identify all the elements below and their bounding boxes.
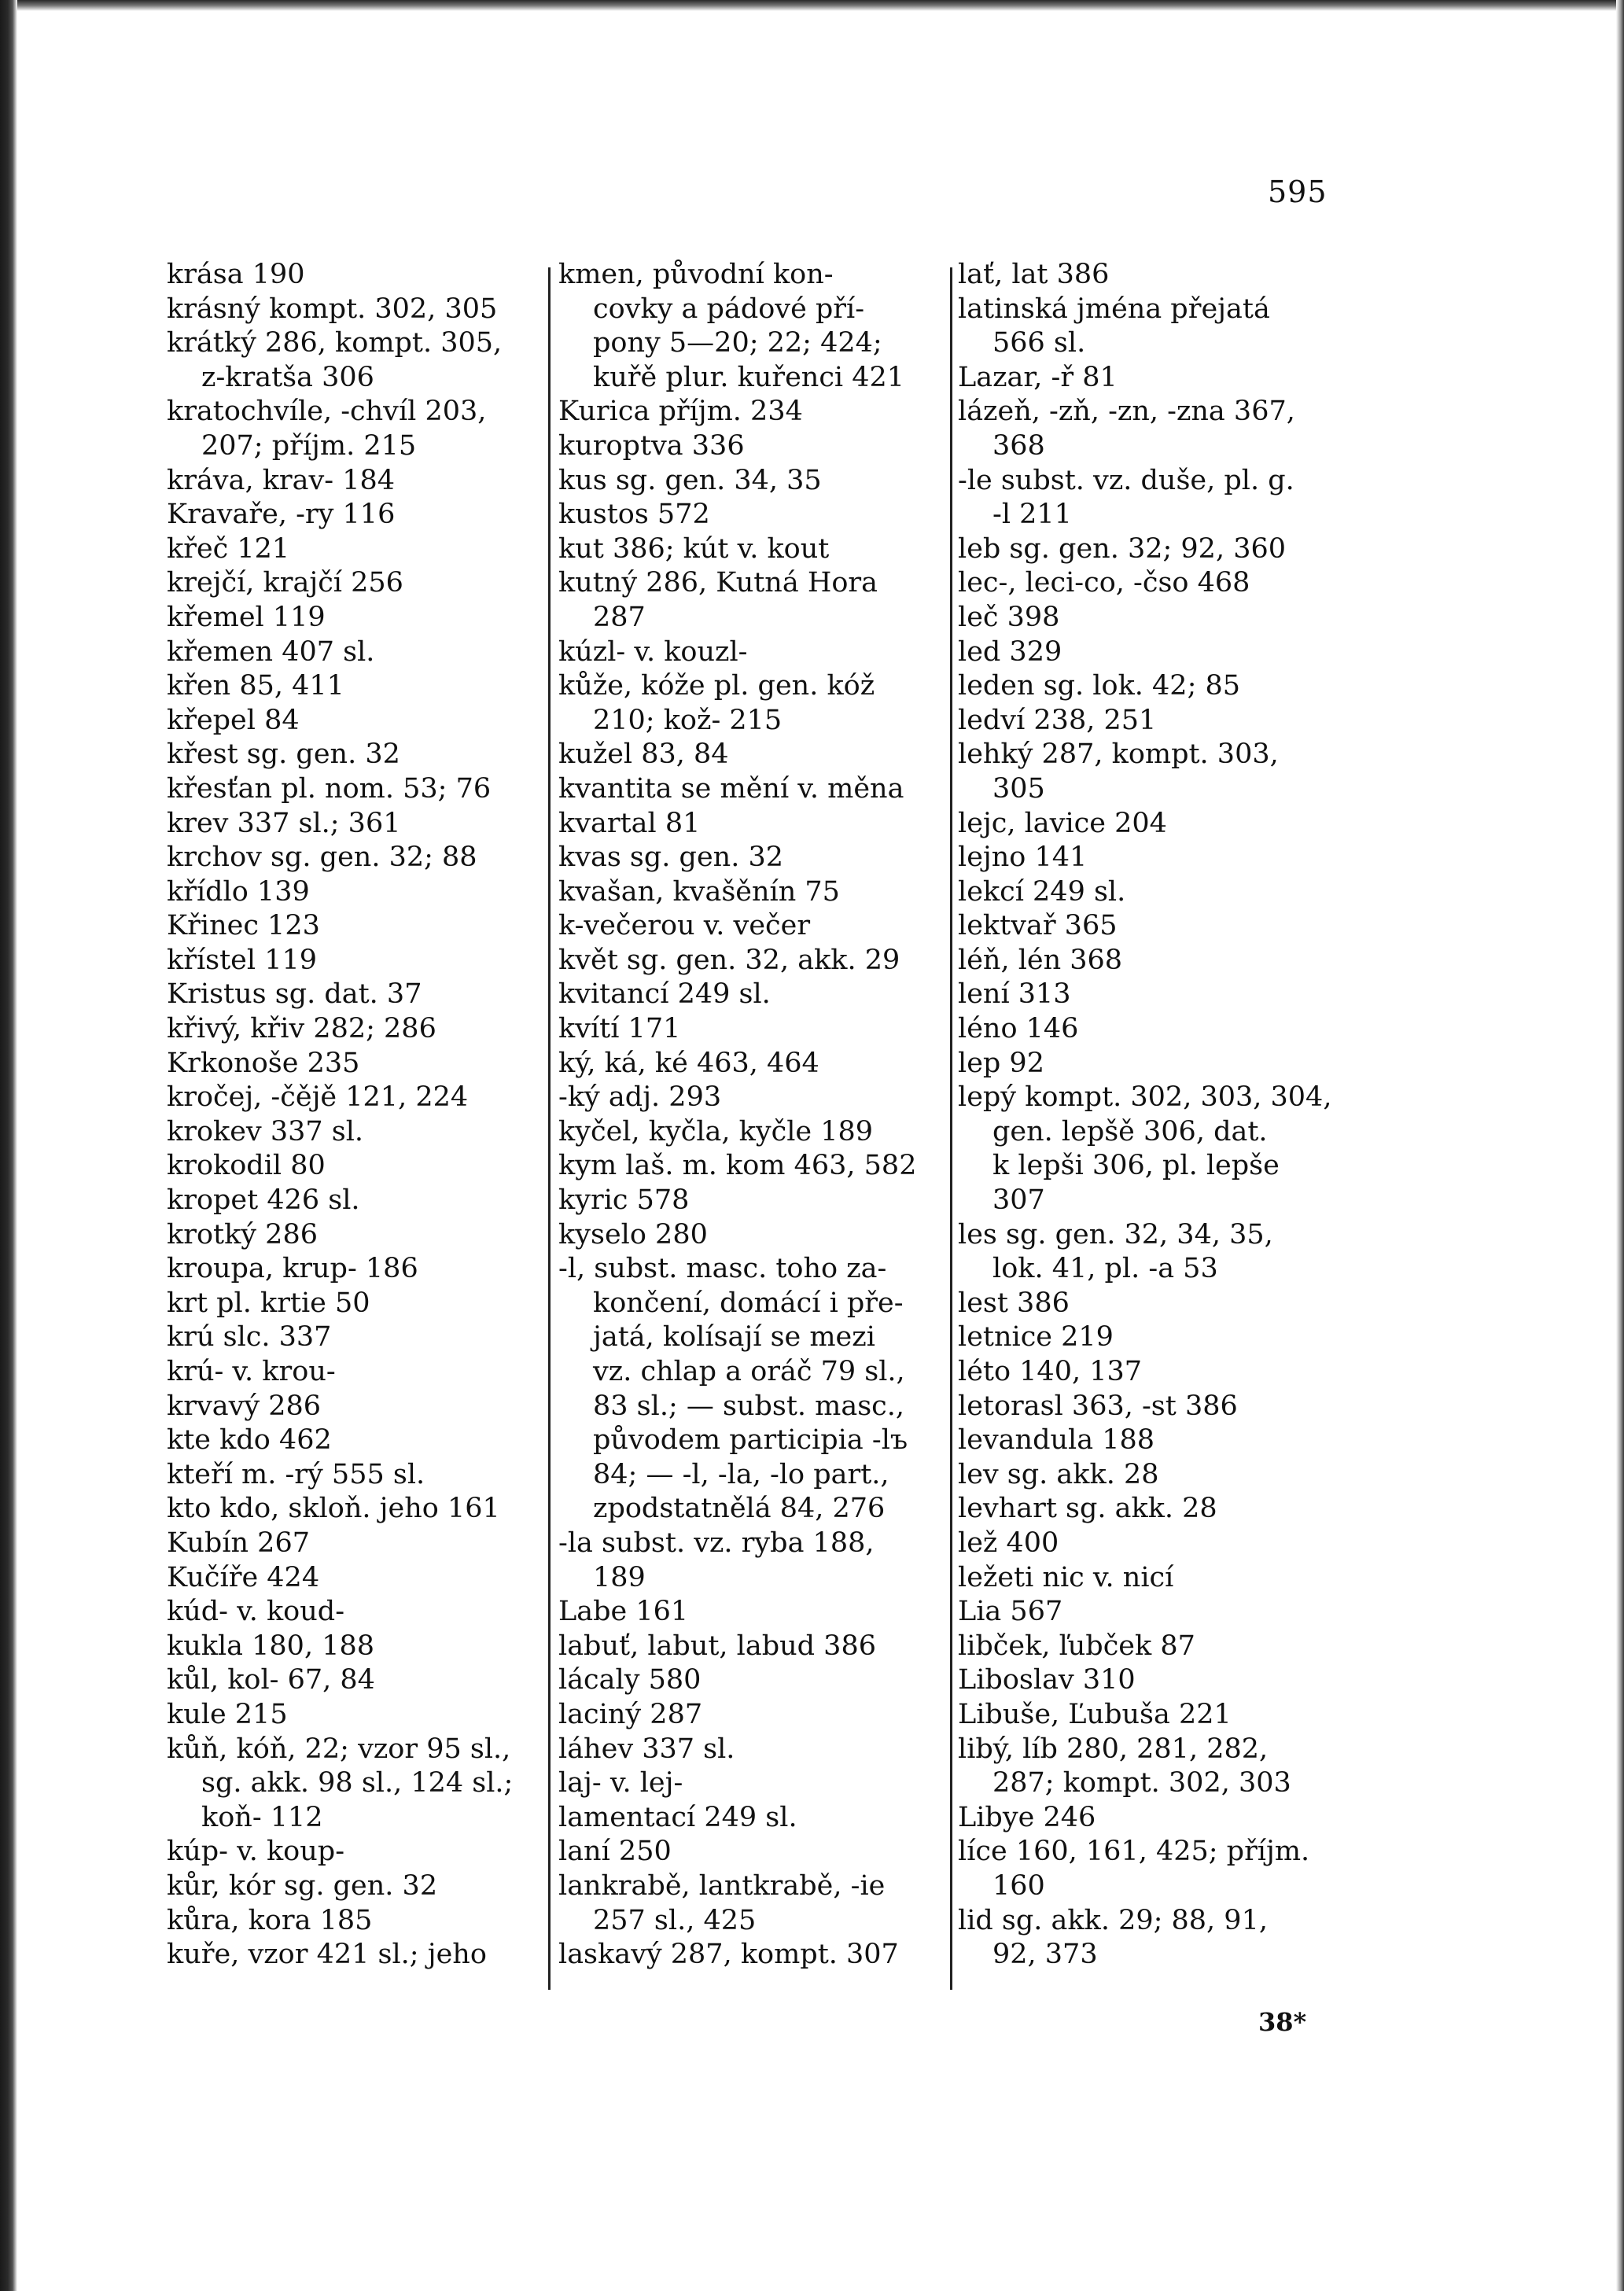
index-entry: koň- 112 bbox=[201, 1801, 323, 1833]
index-entry: gen. lepšě 306, dat. bbox=[992, 1115, 1268, 1147]
index-entry: krása 190 bbox=[167, 259, 305, 290]
index-entry: kukla 180, 188 bbox=[167, 1630, 375, 1662]
index-entry: kte kdo 462 bbox=[167, 1424, 332, 1457]
index-entry: lácaly 580 bbox=[558, 1664, 702, 1696]
index-entry: kůň, kóň, 22; vzor 95 sl., bbox=[167, 1733, 511, 1765]
index-entry: levhart sg. akk. 28 bbox=[958, 1493, 1217, 1525]
index-entry: leb sg. gen. 32; 92, 360 bbox=[958, 532, 1287, 565]
index-entry: Krkonoše 235 bbox=[167, 1047, 360, 1079]
index-entry: krokodil 80 bbox=[167, 1150, 326, 1182]
index-entry: křeč 121 bbox=[167, 532, 290, 565]
index-entry: -la subst. vz. ryba 188, bbox=[558, 1527, 875, 1559]
index-entry: léno 146 bbox=[958, 1013, 1079, 1045]
index-entry: lepý kompt. 302, 303, 304, bbox=[958, 1081, 1332, 1114]
index-entry: křepel 84 bbox=[167, 704, 300, 736]
index-entry: lep 92 bbox=[958, 1047, 1044, 1079]
index-entry: Křinec 123 bbox=[167, 910, 320, 942]
index-entry: lejc, lavice 204 bbox=[958, 807, 1167, 839]
index-entry: lázeň, -zň, -zn, -zna 367, bbox=[958, 396, 1295, 428]
index-entry: krú- v. krou- bbox=[167, 1356, 336, 1387]
index-entry: lekcí 249 sl. bbox=[958, 875, 1126, 908]
index-entry: kule 215 bbox=[167, 1698, 288, 1730]
index-entry: křístel 119 bbox=[167, 944, 317, 976]
index-entry: labuť, labut, labud 386 bbox=[558, 1630, 876, 1662]
index-entry: lec-, leci-co, -čso 468 bbox=[958, 567, 1250, 599]
index-entry: krvavý 286 bbox=[167, 1390, 322, 1422]
index-entry: křest sg. gen. 32 bbox=[167, 738, 400, 771]
index-entry: kužel 83, 84 bbox=[558, 738, 729, 771]
index-entry: 210; kož- 215 bbox=[593, 704, 783, 736]
index-entry: Kubín 267 bbox=[167, 1527, 310, 1559]
index-entry: lať, lat 386 bbox=[958, 259, 1110, 290]
index-entry: původem participia -lъ bbox=[593, 1424, 908, 1457]
index-entry: kroupa, krup- 186 bbox=[167, 1253, 418, 1285]
index-entry: krátký 286, kompt. 305, bbox=[167, 327, 503, 359]
index-entry: k lepši 306, pl. lepše bbox=[992, 1150, 1280, 1182]
index-entry: kuroptva 336 bbox=[558, 429, 745, 462]
scan-left-edge bbox=[0, 0, 17, 2291]
index-entry: 92, 373 bbox=[992, 1939, 1098, 1971]
index-entry: Lazar, -ř 81 bbox=[958, 361, 1118, 393]
index-entry: kvartal 81 bbox=[558, 807, 701, 839]
index-entry: kvašan, kvašěnín 75 bbox=[558, 875, 840, 908]
index-entry: lektvař 365 bbox=[958, 910, 1118, 942]
index-entry: krokev 337 sl. bbox=[167, 1115, 364, 1147]
index-entry: covky a pádové pří- bbox=[593, 293, 865, 325]
index-entry: latinská jména přejatá bbox=[958, 293, 1270, 325]
index-entry: krchov sg. gen. 32; 88 bbox=[167, 842, 477, 874]
index-entry: z-kratša 306 bbox=[201, 361, 374, 393]
index-entry: -le subst. vz. duše, pl. g. bbox=[958, 464, 1294, 496]
index-entry: lehký 287, kompt. 303, bbox=[958, 738, 1279, 771]
index-entry: ležeti nic v. nicí bbox=[958, 1561, 1174, 1593]
index-entry: kvas sg. gen. 32 bbox=[558, 842, 783, 874]
index-entry: k-večerou v. večer bbox=[558, 910, 811, 942]
index-entry: křemel 119 bbox=[167, 601, 326, 633]
index-entry: krotký 286 bbox=[167, 1218, 318, 1250]
index-entry: 368 bbox=[992, 429, 1045, 462]
scan-right-edge bbox=[1616, 0, 1624, 2291]
index-entry: kůže, kóže pl. gen. kóž bbox=[558, 670, 875, 702]
index-entry: laskavý 287, kompt. 307 bbox=[558, 1939, 899, 1971]
index-entry: sg. akk. 98 sl., 124 sl.; bbox=[201, 1767, 514, 1799]
index-entry: Labe 161 bbox=[558, 1596, 689, 1628]
scan-top-edge bbox=[0, 0, 1624, 11]
index-entry: léň, lén 368 bbox=[958, 944, 1123, 976]
index-entry: kmen, původní kon- bbox=[558, 259, 834, 290]
index-entry: 257 sl., 425 bbox=[593, 1904, 757, 1936]
index-entry: 83 sl.; — subst. masc., bbox=[593, 1390, 905, 1422]
index-entry: ký, ká, ké 463, 464 bbox=[558, 1047, 819, 1079]
index-column-1 bbox=[167, 258, 544, 1972]
index-entry: ledví 238, 251 bbox=[958, 704, 1157, 736]
index-entry: krev 337 sl.; 361 bbox=[167, 807, 401, 839]
index-entry: kropet 426 sl. bbox=[167, 1184, 360, 1217]
index-entry: jatá, kolísají se mezi bbox=[593, 1321, 875, 1354]
index-entry: les sg. gen. 32, 34, 35, bbox=[958, 1218, 1273, 1250]
index-entry: laciný 287 bbox=[558, 1698, 703, 1730]
index-entry: Kurica příjm. 234 bbox=[558, 396, 803, 428]
index-entry: kuřě plur. kuřenci 421 bbox=[593, 361, 905, 393]
index-entry: led 329 bbox=[958, 635, 1062, 668]
index-entry: léto 140, 137 bbox=[958, 1356, 1143, 1387]
index-entry: kuře, vzor 421 sl.; jeho bbox=[167, 1939, 487, 1971]
index-column-3 bbox=[958, 258, 1339, 1972]
index-entry: 305 bbox=[992, 772, 1045, 805]
index-entry: zpodstatnělá 84, 276 bbox=[593, 1493, 886, 1525]
index-entry: -l, subst. masc. toho za- bbox=[558, 1253, 887, 1285]
index-entry: křivý, křiv 282; 286 bbox=[167, 1013, 436, 1045]
index-entry: kvantita se mění v. měna bbox=[558, 772, 904, 805]
column-rule bbox=[950, 267, 952, 1990]
index-entry: pony 5—20; 22; 424; bbox=[593, 327, 882, 359]
index-entry: Kravaře, -ry 116 bbox=[167, 499, 396, 531]
index-entry: libý, líb 280, 281, 282, bbox=[958, 1733, 1269, 1765]
index-entry: lok. 41, pl. -a 53 bbox=[992, 1253, 1218, 1285]
index-entry: kym laš. m. kom 463, 582 bbox=[558, 1150, 917, 1182]
index-entry: laj- v. lej- bbox=[558, 1767, 683, 1799]
index-entry: lest 386 bbox=[958, 1287, 1070, 1319]
index-entry: krásný kompt. 302, 305 bbox=[167, 293, 498, 325]
index-entry: křídlo 139 bbox=[167, 875, 310, 908]
index-entry: kus sg. gen. 34, 35 bbox=[558, 464, 822, 496]
index-entry: kteří m. -rý 555 sl. bbox=[167, 1458, 425, 1490]
index-entry: Kučíře 424 bbox=[167, 1561, 320, 1593]
index-entry: laní 250 bbox=[558, 1836, 672, 1868]
index-entry: líce 160, 161, 425; příjm. bbox=[958, 1836, 1310, 1868]
page-number: 595 bbox=[1268, 175, 1328, 209]
index-entry: krú slc. 337 bbox=[167, 1321, 332, 1354]
index-entry: kratochvíle, -chvíl 203, bbox=[167, 396, 487, 428]
index-entry: 566 sl. bbox=[992, 327, 1086, 359]
index-entry: 287; kompt. 302, 303 bbox=[992, 1767, 1291, 1799]
index-entry: 307 bbox=[992, 1184, 1045, 1217]
index-entry: 84; — -l, -la, -lo part., bbox=[593, 1458, 889, 1490]
index-entry: křesťan pl. nom. 53; 76 bbox=[167, 772, 492, 805]
index-entry: Libuše, Ľubuša 221 bbox=[958, 1698, 1232, 1730]
column-rule bbox=[548, 267, 551, 1990]
index-entry: vz. chlap a oráč 79 sl., bbox=[593, 1356, 905, 1387]
index-entry: lankrabě, lantkrabě, -ie bbox=[558, 1869, 886, 1902]
index-entry: leč 398 bbox=[958, 601, 1060, 633]
index-entry: kúd- v. koud- bbox=[167, 1596, 345, 1628]
index-entry: kůl, kol- 67, 84 bbox=[167, 1664, 375, 1696]
printer-signature: 38* bbox=[1258, 2007, 1307, 2037]
index-entry: kráva, krav- 184 bbox=[167, 464, 396, 496]
index-entry: Libye 246 bbox=[958, 1801, 1096, 1833]
index-entry: Lia 567 bbox=[958, 1596, 1063, 1628]
index-entry: levandula 188 bbox=[958, 1424, 1155, 1457]
index-entry: 287 bbox=[593, 601, 646, 633]
index-entry: -l 211 bbox=[992, 499, 1072, 531]
index-entry: kustos 572 bbox=[558, 499, 710, 531]
index-entry: letnice 219 bbox=[958, 1321, 1114, 1354]
index-entry: leden sg. lok. 42; 85 bbox=[958, 670, 1241, 702]
index-entry: kůr, kór sg. gen. 32 bbox=[167, 1869, 438, 1902]
index-entry: kvitancí 249 sl. bbox=[558, 978, 771, 1011]
index-entry: Kristus sg. dat. 37 bbox=[167, 978, 422, 1011]
index-entry: lení 313 bbox=[958, 978, 1071, 1011]
index-entry: kto kdo, skloň. jeho 161 bbox=[167, 1493, 500, 1525]
index-entry: křemen 407 sl. bbox=[167, 635, 375, 668]
index-entry: kúp- v. koup- bbox=[167, 1836, 345, 1868]
index-entry: kročej, -čějě 121, 224 bbox=[167, 1081, 469, 1114]
index-entry: 189 bbox=[593, 1561, 646, 1593]
index-entry: kyselo 280 bbox=[558, 1218, 708, 1250]
index-entry: Liboslav 310 bbox=[958, 1664, 1136, 1696]
index-entry: lež 400 bbox=[958, 1527, 1059, 1559]
index-entry: kyric 578 bbox=[558, 1184, 690, 1217]
index-entry: lev sg. akk. 28 bbox=[958, 1458, 1159, 1490]
index-entry: kutný 286, Kutná Hora bbox=[558, 567, 878, 599]
index-entry: 207; příjm. 215 bbox=[201, 429, 417, 462]
index-entry: krejčí, krajčí 256 bbox=[167, 567, 403, 599]
index-entry: kut 386; kút v. kout bbox=[558, 532, 830, 565]
index-entry: končení, domácí i pře- bbox=[593, 1287, 904, 1319]
index-entry: květ sg. gen. 32, akk. 29 bbox=[558, 944, 900, 976]
index-column-2 bbox=[558, 258, 945, 1972]
index-entry: letorasl 363, -st 386 bbox=[958, 1390, 1238, 1422]
index-entry: křen 85, 411 bbox=[167, 670, 344, 702]
index-entry: kúzl- v. kouzl- bbox=[558, 635, 748, 668]
index-entry: kvítí 171 bbox=[558, 1013, 681, 1045]
index-entry: láhev 337 sl. bbox=[558, 1733, 735, 1765]
index-entry: krt pl. krtie 50 bbox=[167, 1287, 370, 1319]
index-entry: libček, ľubček 87 bbox=[958, 1630, 1195, 1662]
index-entry: lid sg. akk. 29; 88, 91, bbox=[958, 1904, 1268, 1936]
index-entry: kyčel, kyčla, kyčle 189 bbox=[558, 1115, 874, 1147]
index-entry: lejno 141 bbox=[958, 842, 1088, 874]
index-entry: 160 bbox=[992, 1869, 1045, 1902]
index-entry: lamentací 249 sl. bbox=[558, 1801, 797, 1833]
index-entry: kůra, kora 185 bbox=[167, 1904, 373, 1936]
index-entry: -ký adj. 293 bbox=[558, 1081, 722, 1114]
